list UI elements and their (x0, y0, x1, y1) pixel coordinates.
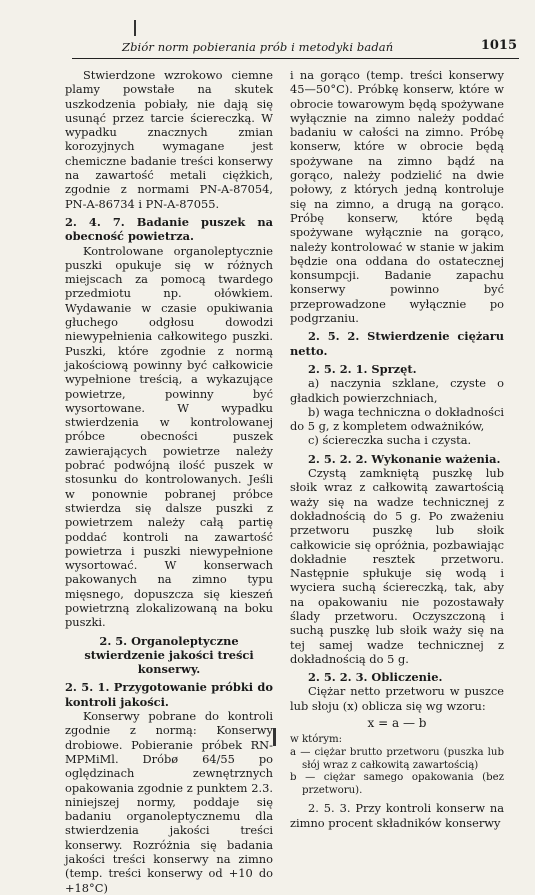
page-number: 1015 (480, 38, 517, 53)
paragraph: Kontrolowane organoleptycznie puszki opukuje się w różnych miejscach za pomocą twardego przedmiotu np. ołówkiem. Wydawanie w czasie opukiwania głuchego odgłosu dowodzi niewypełnienia całkowitego puszki. Puszki, które zgodnie z normą jakościową powinny być całkowicie wypełnione treścią, a wykazujące powietrze, powinny być wysortowane. W wypadku stwierdzenia w kontrolowanej próbce obecności puszek zawierających powietrze należy pobrać podwójną ilość puszek w stosunku do kontrolowanych. Jeśli w ponownie pobranej próbce stwierdza się dalsze puszki z powietrzem należy całą partię poddać kontroli na zawartość powietrza i puszki niewypełnione wysortować. W konserwach pakowanych na zimno typu mięsnego, dopuszcza się kieszeń powietrzną zlokalizowaną na boku puszki. (65, 243, 273, 630)
running-title: Zbiór norm pobierania prób i metodyki badań (122, 40, 394, 54)
paragraph: Ciężar netto przetworu w puszce lub słoju (x) oblicza się wg wzoru: (290, 684, 504, 713)
section-heading: 2. 4. 7. Badanie puszek na obecność powietrza. (65, 214, 273, 244)
formula-legend-label: w którym: (290, 734, 343, 746)
section-heading: 2. 5. 2. 2. Wykonanie ważenia. (308, 451, 501, 466)
section-heading: 2. 5. 2. Stwierdzenie ciężaru netto. (290, 329, 504, 358)
paragraph: Konserwy pobrane do kontroli zgodnie z normą: Konserwy drobiowe. Pobieranie próbek RN-MPMiMl. Dróbø 64/55 po oględzinach zewnętrznych opakowania zgodnie z punktem 2.3. niniejszej normy, poddaje się badaniu organoleptycznemu dla stwierdzenia jakości treści konserwy. Rozróżnia się badania jakości treści konserwy na zimno (temp. treści konserwy od +10 do +18°C) (65, 709, 273, 895)
list-item: a) naczynia szklane, czyste o gładkich powierzchniach, (290, 376, 504, 405)
section-heading: 2. 5. 2. 1. Sprzęt. (308, 361, 417, 376)
section-heading: 2. 5. Organoleptyczne stwierdzenie jakości treści konserwy. (84, 633, 254, 677)
paragraph: Czystą zamkniętą puszkę lub słoik wraz z całkowitą zawartością waży się na wadze technicznej z dokładnością do 5 g. Po zważeniu przetworu puszkę lub słoik całkowicie się opróżnia, pozbawiając dokładnie resztek przetworu. Następnie spłukuje się wodą i wyciera suchą ściereczką, tak, aby na opakowaniu nie pozostawały ślady przetworu. Oczyszczoną i suchą puszkę lub słoik waży się na tej samej wadze technicznej z dokładnością do 5 g. (290, 466, 504, 666)
formula-legend-item: b — ciężar samego opakowania (bez przetworu). (290, 772, 504, 796)
list-item: b) waga techniczna o dokładności do 5 g, z kompletem odważników, (290, 404, 504, 434)
formula: x = a — b (367, 716, 427, 731)
print-mark-bottom (273, 728, 276, 746)
paragraph: 2. 5. 3. Przy kontroli konserw na zimno procent składników konserwy (290, 801, 504, 830)
page-header (72, 36, 519, 59)
right-column (290, 68, 504, 830)
section-heading: 2. 5. 2. 3. Obliczenie. (308, 670, 443, 685)
list-item: c) ściereczka sucha i czysta. (308, 433, 472, 448)
section-heading: 2. 5. 1. Przygotowanie próbki do kontroli jakości. (65, 680, 273, 709)
paragraph: Stwierdzone wzrokowo ciemne plamy powstałe na skutek uszkodzenia pobiały, nie dają się usunąć przez tarcie ściereczką. W wypadku znacznych zmian korozyjnych wymagane jest chemiczne badanie treści konserwy na zawartość metali ciężkich, zgodnie z normami PN-A-87054, PN-A-86734 i PN-A-87055. (65, 68, 273, 211)
formula-legend-item: a — ciężar brutto przetworu (puszka lub słój wraz z całkowitą zawartością) (290, 746, 504, 771)
paragraph: i na gorąco (temp. treści konserwy 45—50°C). Próbkę konserw, które w obrocie towarowym będą spożywane wyłącznie na zimno należy poddać badaniu w całości na zimno. Próbę konserw, które w obrocie będą spożywane na zimno bądź na gorąco, należy podzielić na dwie połowy, z których jedną kontroluje się na zimno, a drugą na gorąco. Próbę konserw, które będą spożywane wyłącznie na gorąco, należy kontrolować w stanie w jakim będzie ona oddana do ostatecznej konsumpcji. Badanie zapachu konserwy powinno być przeprowadzone wyłącznie po podgrzaniu. (290, 68, 504, 326)
print-mark-top (134, 20, 136, 36)
left-column (65, 68, 273, 895)
